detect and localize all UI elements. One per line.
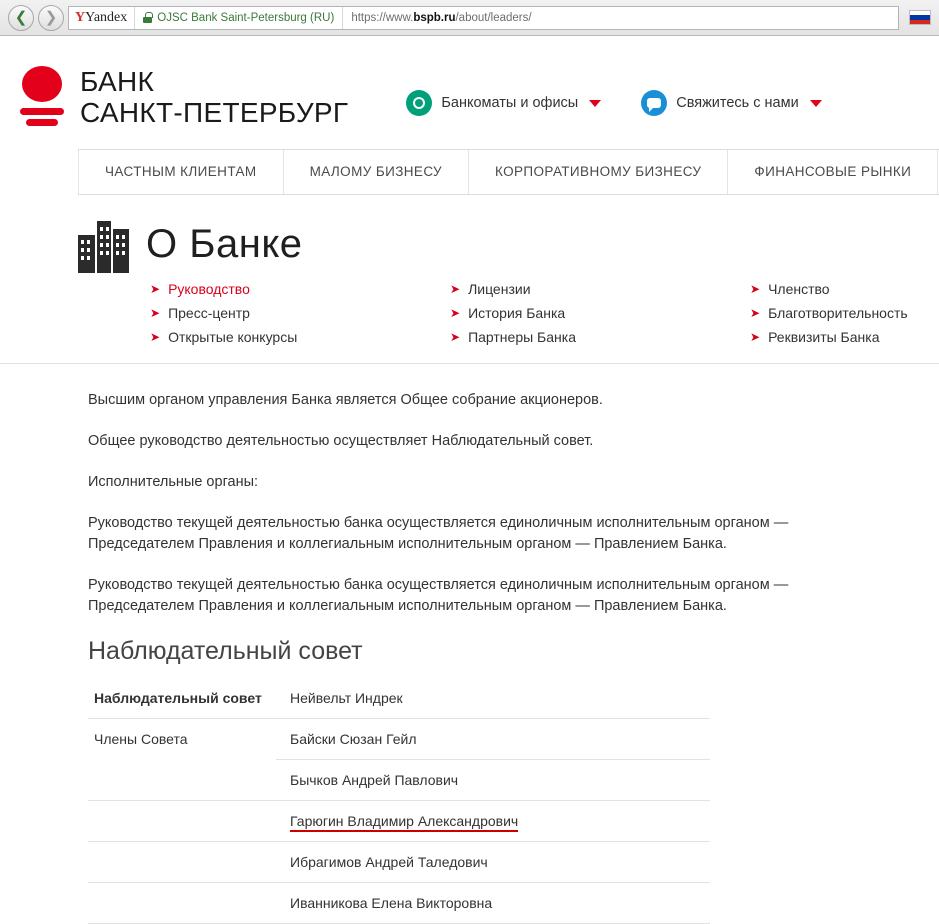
about-link-requisites-label: Реквизиты Банка bbox=[768, 328, 880, 345]
row-value-chairman: Нейвельт Индрек bbox=[276, 678, 710, 719]
chevron-right-icon: ➤ bbox=[150, 305, 161, 320]
forward-arrow-icon: ❯ bbox=[44, 9, 58, 26]
about-link-partners[interactable] bbox=[450, 329, 750, 345]
about-link-press-center[interactable] bbox=[150, 305, 450, 321]
back-arrow-icon: ❮ bbox=[14, 9, 28, 26]
url-text[interactable] bbox=[343, 12, 539, 24]
paragraph-1: Высшим органом управления Банка является Общее собрание акционеров. bbox=[88, 391, 603, 408]
address-bar[interactable] bbox=[68, 6, 899, 30]
about-link-licenses[interactable] bbox=[450, 281, 750, 297]
yandex-label: Yandex bbox=[85, 9, 128, 25]
row-value-member-4: Ибрагимов Андрей Таледович bbox=[276, 841, 710, 882]
about-link-partners-label: Партнеры Банка bbox=[468, 328, 576, 345]
row-label-members: Члены Совета bbox=[94, 730, 188, 747]
table-row bbox=[88, 678, 710, 719]
highlighted-member-name: Гарюгин Владимир Александрович bbox=[290, 813, 518, 832]
site-logo[interactable] bbox=[18, 66, 348, 129]
row-label-empty bbox=[88, 882, 276, 923]
about-link-charity-label: Благотворительность bbox=[768, 304, 908, 321]
about-section bbox=[0, 195, 939, 364]
nav-item-financial-markets[interactable]: ФИНАНСОВЫЕ РЫНКИ bbox=[728, 150, 938, 194]
about-link-history-label: История Банка bbox=[468, 304, 566, 321]
about-link-leadership-label: Руководство bbox=[168, 280, 250, 297]
about-title-row bbox=[78, 217, 939, 273]
about-link-requisites[interactable] bbox=[750, 329, 939, 345]
about-link-charity[interactable] bbox=[750, 305, 939, 321]
table-row bbox=[88, 800, 710, 841]
row-value-member-3-highlighted bbox=[276, 800, 710, 841]
browser-toolbar bbox=[0, 0, 939, 36]
lock-icon bbox=[143, 12, 152, 23]
url-path: /about/leaders/ bbox=[455, 11, 532, 24]
about-link-press-center-label: Пресс-центр bbox=[168, 304, 250, 321]
nav-item-private[interactable]: ЧАСТНЫМ КЛИЕНТАМ bbox=[78, 150, 284, 194]
language-flag-icon[interactable] bbox=[909, 10, 931, 25]
row-label-empty bbox=[88, 841, 276, 882]
supervisory-board-table bbox=[88, 678, 710, 924]
header-link-atms-label: Банкоматы и офисы bbox=[441, 95, 579, 112]
about-link-licenses-label: Лицензии bbox=[468, 280, 531, 297]
security-indicator[interactable] bbox=[135, 7, 343, 29]
main-navigation bbox=[78, 149, 939, 195]
page-title: О Банке bbox=[146, 222, 303, 267]
row-value-member-5: Иванникова Елена Викторовна bbox=[276, 882, 710, 923]
about-link-history[interactable] bbox=[450, 305, 750, 321]
url-prefix: https://www. bbox=[351, 11, 414, 24]
forward-button[interactable] bbox=[38, 5, 64, 31]
chevron-right-icon: ➤ bbox=[750, 305, 761, 320]
page-content bbox=[0, 36, 939, 911]
about-link-open-tenders[interactable] bbox=[150, 329, 450, 345]
bank-logo-icon bbox=[18, 66, 66, 128]
paragraph-4: Руководство текущей деятельностью банка осуществляется единоличным исполнительным органом — Председателем Правления и коллегиальным исполнительным органом — Правлением Банка. bbox=[88, 514, 789, 552]
row-label-chairman: Наблюдательный совет bbox=[88, 678, 276, 719]
chevron-down-icon bbox=[589, 100, 601, 107]
article-body bbox=[0, 364, 860, 924]
chevron-right-icon: ➤ bbox=[750, 329, 761, 344]
nav-item-small-business[interactable]: МАЛОМУ БИЗНЕСУ bbox=[284, 150, 469, 194]
about-link-membership-label: Членство bbox=[768, 280, 830, 297]
chevron-right-icon: ➤ bbox=[450, 281, 461, 296]
nav-item-corporate[interactable]: КОРПОРАТИВНОМУ БИЗНЕСУ bbox=[469, 150, 728, 194]
atm-icon bbox=[406, 90, 432, 116]
table-row bbox=[88, 841, 710, 882]
chevron-down-icon bbox=[810, 100, 822, 107]
header-links bbox=[406, 78, 821, 116]
chevron-right-icon: ➤ bbox=[450, 305, 461, 320]
logo-line-1: БАНК bbox=[80, 66, 155, 97]
paragraph-3: Исполнительные органы: bbox=[88, 473, 259, 490]
chevron-right-icon: ➤ bbox=[750, 281, 761, 296]
about-link-membership[interactable] bbox=[750, 281, 939, 297]
logo-text bbox=[80, 66, 348, 129]
paragraph-5: Руководство текущей деятельностью банка осуществляется единоличным исполнительным органом — Председателем Правления и коллегиальным исполнительным органом — Правлением Банка. bbox=[88, 576, 789, 614]
yandex-badge[interactable] bbox=[69, 7, 135, 29]
header-link-atms[interactable] bbox=[406, 90, 601, 116]
chevron-right-icon: ➤ bbox=[150, 281, 161, 296]
section-title-supervisory-board: Наблюдательный совет bbox=[88, 636, 363, 665]
building-icon bbox=[78, 217, 130, 273]
table-row bbox=[88, 718, 710, 759]
table-row bbox=[88, 882, 710, 923]
site-header bbox=[0, 36, 939, 149]
chat-icon bbox=[641, 90, 667, 116]
row-value-member-2: Бычков Андрей Павлович bbox=[276, 759, 710, 800]
security-label: OJSC Bank Saint-Petersburg (RU) bbox=[157, 11, 335, 24]
paragraph-2: Общее руководство деятельностью осуществляет Наблюдательный совет. bbox=[88, 432, 594, 449]
table-row bbox=[88, 759, 710, 800]
chevron-right-icon: ➤ bbox=[450, 329, 461, 344]
about-links bbox=[78, 281, 939, 345]
url-domain: bspb.ru bbox=[413, 11, 456, 24]
header-link-contact-label: Свяжитесь с нами bbox=[676, 95, 799, 112]
row-label-empty bbox=[88, 800, 276, 841]
row-value-member-1: Байски Сюзан Гейл bbox=[276, 718, 710, 759]
chevron-right-icon: ➤ bbox=[150, 329, 161, 344]
about-link-leadership[interactable] bbox=[150, 281, 450, 297]
back-button[interactable] bbox=[8, 5, 34, 31]
row-label-empty bbox=[88, 759, 276, 800]
logo-line-2: САНКТ-ПЕТЕРБУРГ bbox=[80, 97, 349, 129]
header-link-contact[interactable] bbox=[641, 90, 821, 116]
yandex-logo-icon: Y bbox=[75, 9, 86, 25]
about-link-open-tenders-label: Открытые конкурсы bbox=[168, 328, 298, 345]
